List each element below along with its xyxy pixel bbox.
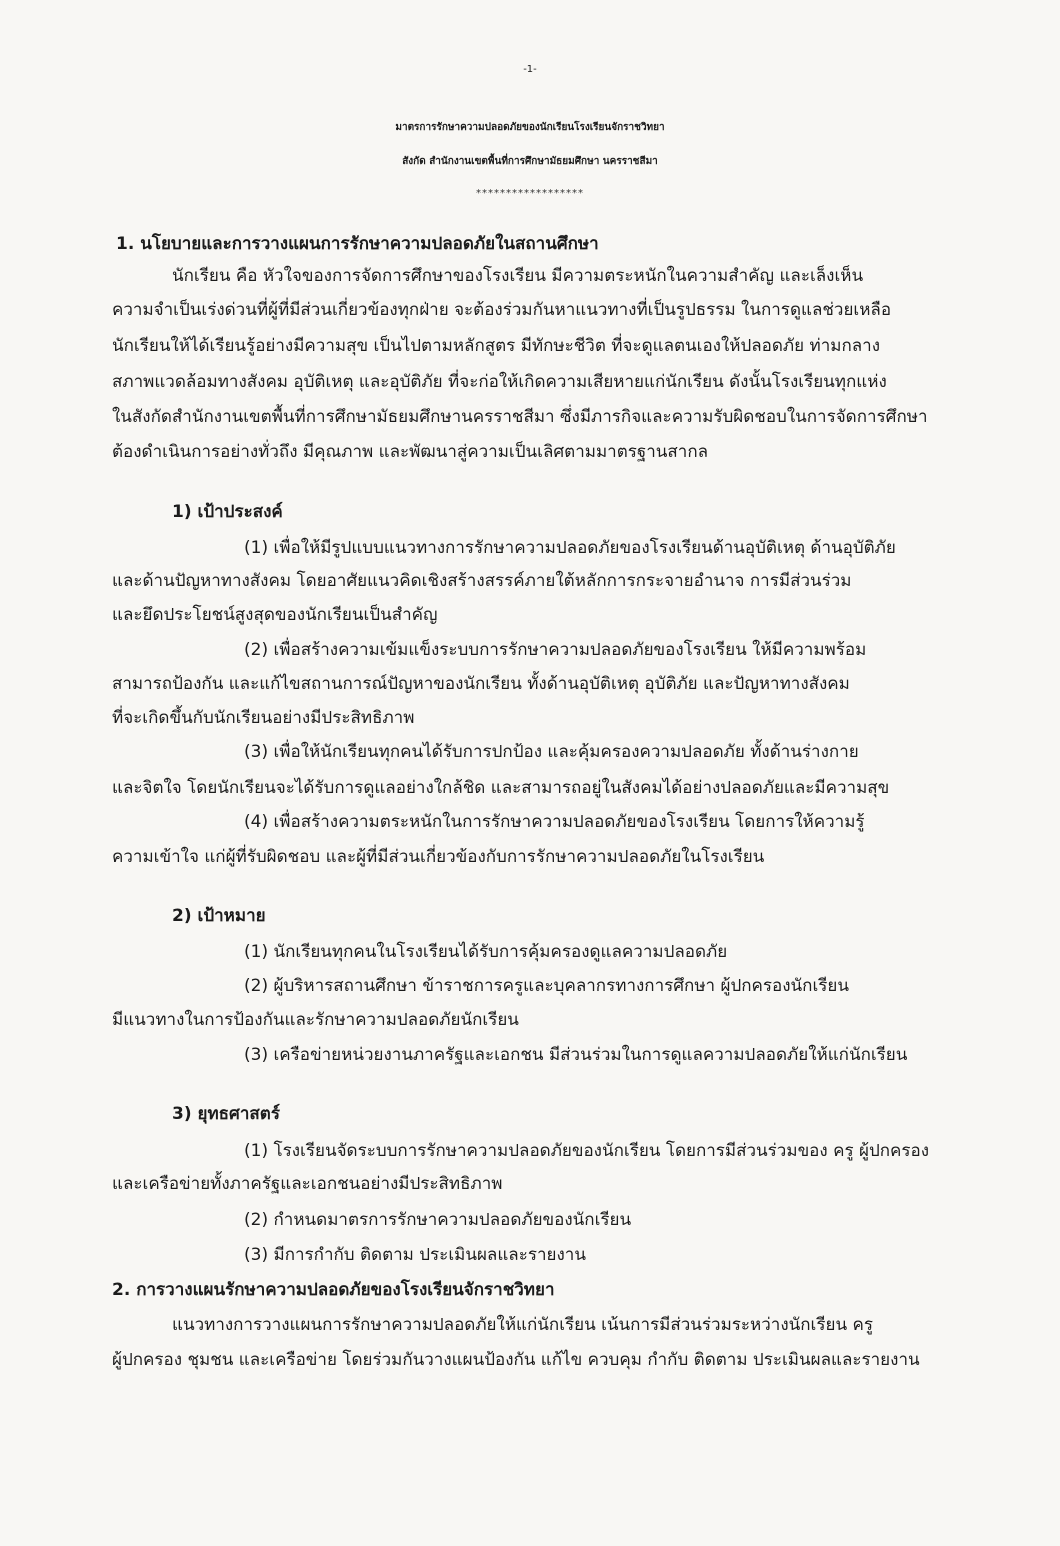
section-1-paragraph-line: นักเรียนให้ได้เรียนรู้อย่างมีความสุข เป็นไปตามหลักสูตร มีทักษะชีวิต ที่จะดูแลตนเองให้ปลอดภัย ท่ามกลาง: [112, 336, 881, 356]
title-line-2: สังกัด สำนักงานเขตพื้นที่การศึกษามัธยมศึกษา นครราชสีมา: [402, 156, 658, 167]
objective-line: (1) เพื่อให้มีรูปแบบแนวทางการรักษาความปลอดภัยของโรงเรียนด้านอุบัติเหตุ ด้านอุบัติภัย: [244, 538, 896, 558]
target-line: (3) เครือข่ายหน่วยงานภาครัฐและเอกชน มีส่วนร่วมในการดูแลความปลอดภัยให้แก่นักเรียน: [244, 1045, 908, 1065]
targets-heading: 2) เป้าหมาย: [172, 906, 266, 926]
strategy-line: และเครือข่ายทั้งภาครัฐและเอกชนอย่างมีประสิทธิภาพ: [112, 1174, 503, 1194]
section-1-paragraph-line: ในสังกัดสำนักงานเขตพื้นที่การศึกษามัธยมศึกษานครราชสีมา ซึ่งมีภารกิจและความรับผิดชอบในการจัดการศึกษา: [112, 407, 928, 427]
objective-line: (2) เพื่อสร้างความเข้มแข็งระบบการรักษาความปลอดภัยของโรงเรียน ให้มีความพร้อม: [244, 640, 867, 660]
target-line: (1) นักเรียนทุกคนในโรงเรียนได้รับการคุ้มครองดูแลความปลอดภัย: [244, 942, 728, 962]
strategy-heading: 3) ยุทธศาสตร์: [172, 1104, 280, 1124]
target-line: (2) ผู้บริหารสถานศึกษา ข้าราชการครูและบุคลากรทางการศึกษา ผู้ปกครองนักเรียน: [244, 976, 849, 996]
objective-line: (3) เพื่อให้นักเรียนทุกคนได้รับการปกป้อง และคุ้มครองความปลอดภัย ทั้งด้านร่างกาย: [244, 742, 859, 762]
objective-line: และยึดประโยชน์สูงสุดของนักเรียนเป็นสำคัญ: [112, 605, 438, 625]
section-2-heading: 2. การวางแผนรักษาความปลอดภัยของโรงเรียนจักราชวิทยา: [112, 1280, 555, 1300]
objective-line: และด้านปัญหาทางสังคม โดยอาศัยแนวคิดเชิงสร้างสรรค์ภายใต้หลักการกระจายอำนาจ การมีส่วนร่วม: [112, 571, 852, 591]
section-2-paragraph-line: แนวทางการวางแผนการรักษาความปลอดภัยให้แก่นักเรียน เน้นการมีส่วนร่วมระหว่างนักเรียน ครู: [172, 1315, 873, 1335]
section-1-paragraph-line: ความจำเป็นเร่งด่วนที่ผู้ที่มีส่วนเกี่ยวข้องทุกฝ่าย จะต้องร่วมกันหาแนวทางที่เป็นรูปธรรม ในการดูแลช่วยเหลือ: [112, 300, 892, 320]
strategy-line: (3) มีการกำกับ ติดตาม ประเมินผลและรายงาน: [244, 1245, 586, 1265]
target-line: มีแนวทางในการป้องกันและรักษาความปลอดภัยนักเรียน: [112, 1010, 519, 1030]
section-1-paragraph-line: สภาพแวดล้อมทางสังคม อุบัติเหตุ และอุบัติภัย ที่จะก่อให้เกิดความเสียหายแก่นักเรียน ดังนั้นโรงเรียนทุกแห่ง: [112, 372, 887, 392]
strategy-line: (1) โรงเรียนจัดระบบการรักษาความปลอดภัยของนักเรียน โดยการมีส่วนร่วมของ ครู ผู้ปกครอง: [244, 1141, 930, 1161]
objective-line: สามารถป้องกัน และแก้ไขสถานการณ์ปัญหาของนักเรียน ทั้งด้านอุบัติเหตุ อุบัติภัย และปัญหาทางสังคม: [112, 674, 850, 694]
objective-line: ที่จะเกิดขึ้นกับนักเรียนอย่างมีประสิทธิภาพ: [112, 708, 415, 728]
objective-line: ความเข้าใจ แก่ผู้ที่รับผิดชอบ และผู้ที่มีส่วนเกี่ยวข้องกับการรักษาความปลอดภัยในโรงเรียน: [112, 847, 765, 867]
section-1-paragraph-line: ต้องดำเนินการอย่างทั่วถึง มีคุณภาพ และพัฒนาสู่ความเป็นเลิศตามมาตรฐานสากล: [112, 442, 709, 462]
section-1-paragraph-line: นักเรียน คือ หัวใจของการจัดการศึกษาของโรงเรียน มีความตระหนักในความสำคัญ และเล็งเห็น: [172, 266, 864, 286]
title-divider: ******************: [476, 188, 584, 199]
objectives-heading: 1) เป้าประสงค์: [172, 502, 283, 522]
objective-line: และจิตใจ โดยนักเรียนจะได้รับการดูแลอย่างใกล้ชิด และสามารถอยู่ในสังคมได้อย่างปลอดภัยและมีความสุข: [112, 778, 890, 798]
objective-line: (4) เพื่อสร้างความตระหนักในการรักษาความปลอดภัยของโรงเรียน โดยการให้ความรู้: [244, 812, 865, 832]
strategy-line: (2) กำหนดมาตรการรักษาความปลอดภัยของนักเรียน: [244, 1210, 632, 1230]
title-line-1: มาตรการรักษาความปลอดภัยของนักเรียนโรงเรียนจักราชวิทยา: [395, 122, 665, 133]
section-2-paragraph-line: ผู้ปกครอง ชุมชน และเครือข่าย โดยร่วมกันวางแผนป้องกัน แก้ไข ควบคุม กำกับ ติดตาม ประเมินผลและรายงาน: [112, 1350, 920, 1370]
page-number: -1-: [523, 64, 537, 75]
section-1-heading: 1. นโยบายและการวางแผนการรักษาความปลอดภัยในสถานศึกษา: [116, 234, 599, 254]
